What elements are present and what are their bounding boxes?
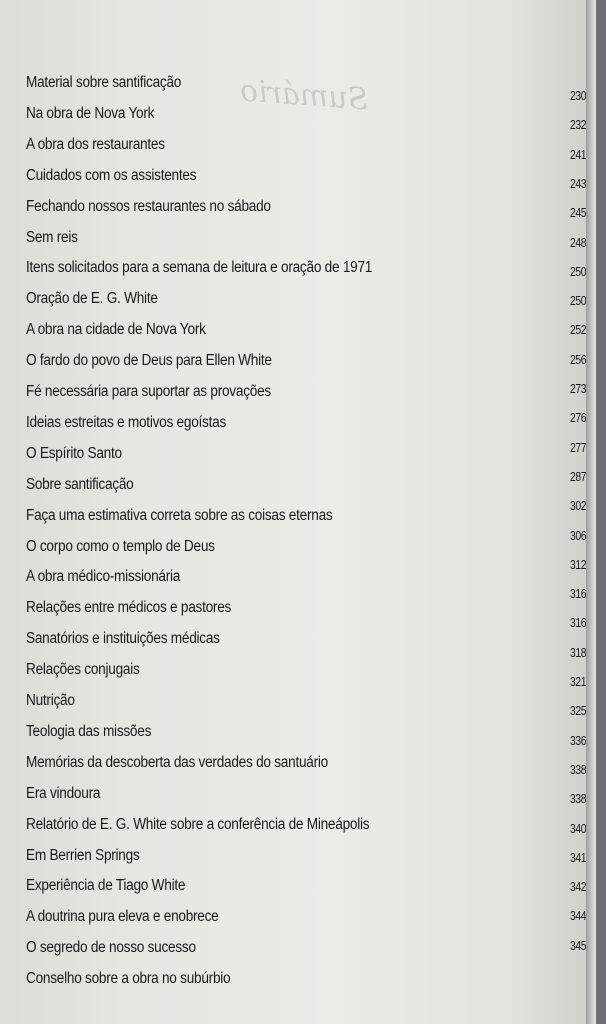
toc-entry-page: 245 [569, 205, 586, 221]
toc-entry-title: Relações entre médicos e pastores [26, 599, 232, 617]
toc-entry-page: 248 [569, 234, 586, 250]
toc-entry-page: 312 [569, 556, 586, 572]
toc-entry-title: Relatório de E. G. White sobre a conferência de Mineápolis [26, 815, 370, 833]
toc-entry-page: 321 [569, 674, 586, 689]
toc-entry-title: O segredo de nosso sucesso [26, 939, 196, 957]
toc-entry-page: 230 [569, 88, 586, 103]
toc-entry-title: Cuidados com os assistentes [26, 166, 197, 184]
toc-entry-title: Teologia das missões [26, 722, 152, 740]
bleed-through-text: Sumário [238, 73, 370, 118]
toc-entry-title: Sobre santificação [26, 475, 134, 493]
toc-entry-title: A obra dos restaurantes [26, 135, 165, 153]
toc-entry-page: 345 [569, 937, 586, 953]
toc-entry-title: Memórias da descoberta das verdades do santuário [26, 753, 328, 771]
toc-entry-title: Em Berrien Springs [26, 846, 140, 864]
toc-entry-title: Sem reis [26, 228, 78, 246]
toc-entry-title: Itens solicitados para a semana de leitura e oração de 1971 [26, 259, 373, 277]
toc-entry-title: O Espírito Santo [26, 444, 122, 462]
toc-entry-title: O corpo como o templo de Deus [26, 537, 215, 555]
toc-entry-title: Sanatórios e instituições médicas [26, 630, 220, 648]
toc-entry-page: 340 [569, 820, 586, 836]
toc-entry-title: Fé necessária para suportar as provações [26, 383, 271, 400]
toc-entry-title: Nutrição [26, 692, 75, 709]
toc-entry-page: 306 [569, 527, 586, 543]
toc-entry-title: Era vindoura [26, 784, 101, 802]
toc-entry-page: 302 [569, 498, 586, 514]
toc-entry-page: 273 [569, 381, 586, 396]
toc-entry-title: A doutrina pura eleva e enobrece [26, 908, 219, 926]
toc-entry-page: 344 [569, 908, 586, 924]
toc-entry-title: Experiência de Tiago White [26, 877, 186, 895]
toc-entry-title: Faça uma estimativa correta sobre as coisas eternas [26, 506, 333, 524]
toc-entry-title: Fechando nossos restaurantes no sábado [26, 197, 271, 215]
toc-entry-page: 250 [569, 293, 586, 309]
toc-entry-page: 325 [569, 703, 586, 719]
toc-entry-page: 252 [569, 322, 586, 338]
toc-entry-title: O fardo do povo de Deus para Ellen White [26, 352, 272, 370]
toc-entry-title: Na obra de Nova York [26, 104, 155, 122]
toc-entry-page: 232 [569, 117, 586, 133]
toc-entry-page: 338 [569, 791, 586, 807]
toc-entry-title: A obra na cidade de Nova York [26, 321, 206, 339]
toc-entry-title: A obra médico-missionária [26, 568, 181, 586]
toc-entry-title: Oração de E. G. White [26, 290, 158, 308]
toc-entry-page: 277 [569, 439, 586, 455]
toc-entry-title: Conselho sobre a obra no subúrbio [26, 970, 231, 988]
toc-entry-page: 276 [569, 410, 586, 426]
toc-entry-title: Ideias estreitas e motivos egoístas [26, 413, 227, 431]
toc-entry-page: 243 [569, 175, 586, 191]
toc-entry-page: 342 [569, 879, 586, 895]
toc-entry-title: Relações conjugais [26, 661, 140, 679]
toc-entry-title: Material sobre santificação [26, 74, 182, 91]
toc-entry-page: 336 [569, 732, 586, 748]
toc-entry-page: 338 [569, 761, 586, 777]
toc-entry-page: 316 [569, 586, 586, 602]
toc-entry-page: 287 [569, 468, 586, 484]
toc-entry-page: 341 [569, 849, 586, 865]
toc-entry-page: 250 [569, 263, 586, 279]
toc-entry-page: 241 [569, 146, 586, 162]
toc-entry-page: 256 [569, 351, 586, 367]
page-edge [586, 0, 596, 1024]
toc-entry-page: 318 [569, 644, 586, 660]
toc-entry-page: 316 [569, 615, 586, 631]
